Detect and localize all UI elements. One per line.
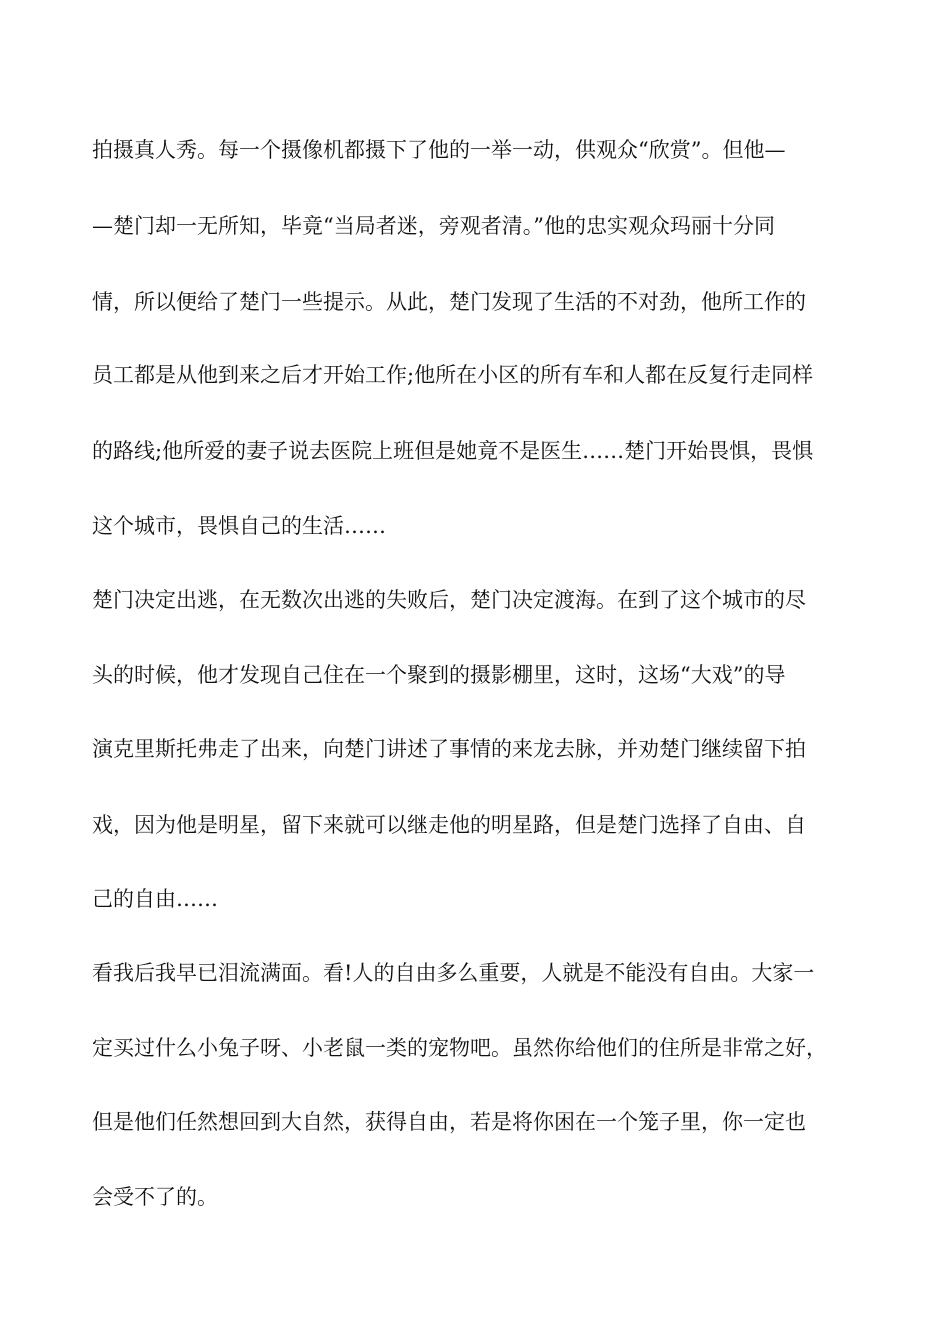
- paragraph-1-line-3: 情，所以便给了楚门一些提示。从此，楚门发现了生活的不对劲，他所工作的: [92, 290, 806, 314]
- paragraph-1-line-2: —楚门却一无所知，毕竟“当局者迷，旁观者清。”他的忠实观众玛丽十分同: [92, 214, 775, 238]
- paragraph-3-line-3: 但是他们任然想回到大自然，获得自由，若是将你困在一个笼子里，你一定也: [92, 1110, 806, 1134]
- paragraph-1-line-5: 的路线;他所爱的妻子说去医院上班但是她竟不是医生……楚门开始畏惧，畏惧: [92, 439, 814, 463]
- paragraph-1-line-1: 拍摄真人秀。每一个摄像机都摄下了他的一举一动，供观众“欣赏”。但他—: [92, 138, 786, 162]
- paragraph-2-line-1: 楚门决定出逃，在无数次出逃的失败后，楚门决定渡海。在到了这个城市的尽: [92, 588, 806, 612]
- paragraph-2-line-3: 演克里斯托弗走了出来，向楚门讲述了事情的来龙去脉，并劝楚门继续留下拍: [92, 737, 806, 761]
- paragraph-2-line-5: 己的自由……: [92, 887, 218, 911]
- paragraph-2-line-2: 头的时候，他才发现自己住在一个聚到的摄影棚里，这时，这场“大戏”的导: [92, 663, 786, 687]
- paragraph-3-line-4: 会受不了的。: [92, 1185, 218, 1209]
- paragraph-1-line-4: 员工都是从他到来之后才开始工作;他所在小区的所有车和人都在反复行走同样: [92, 363, 814, 387]
- paragraph-1-line-6: 这个城市，畏惧自己的生活……: [92, 514, 386, 538]
- paragraph-2-line-4: 戏，因为他是明星，留下来就可以继走他的明星路，但是楚门选择了自由、自: [92, 813, 806, 837]
- paragraph-3-line-2: 定买过什么小兔子呀、小老鼠一类的宠物吧。虽然你给他们的住所是非常之好，: [92, 1036, 827, 1060]
- paragraph-3-line-1: 看我后我早已泪流满面。看!人的自由多么重要，人就是不能没有自由。大家一: [92, 961, 815, 985]
